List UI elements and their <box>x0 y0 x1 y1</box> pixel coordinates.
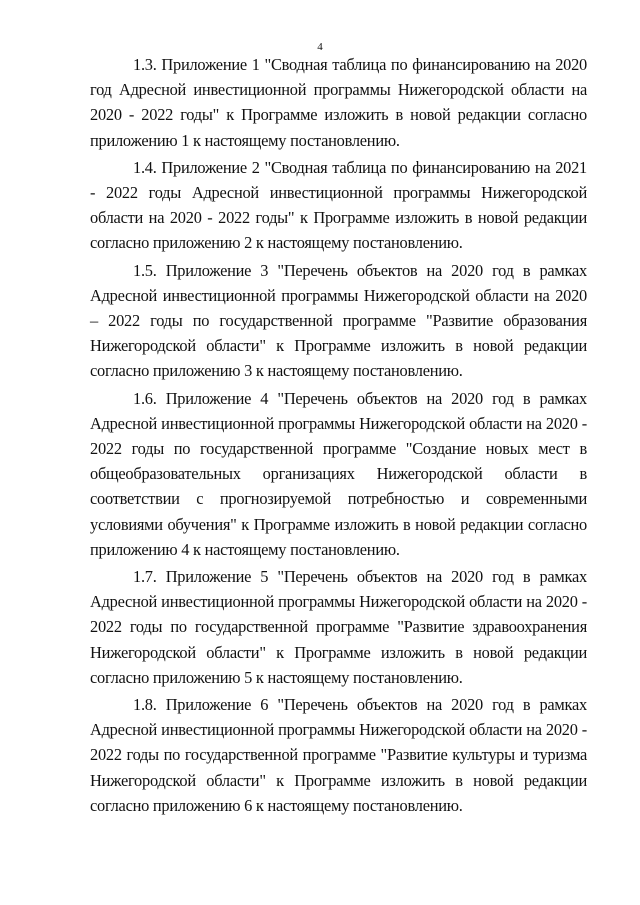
paragraph-1-6: 1.6. Приложение 4 "Перечень объектов на 2020 год в рамках Адресной инвестиционной программы Нижегородской области на 2020 - 2022 годы по государственной программе "Создание новых мест в общеобразовательных организациях Нижегородской области в соответствии с прогнозируемой потребностью и современными условиями обучения" к Программе изложить в новой редакции согласно приложению 4 к настоящему постановлению. <box>90 388 587 559</box>
paragraph-1-4: 1.4. Приложение 2 "Сводная таблица по финансированию на 2021 - 2022 годы Адресной инвестиционной программы Нижегородской области на 2020 - 2022 годы" к Программе изложить в новой редакции согласно приложению 2 к настоящему постановлению. <box>90 157 587 253</box>
paragraph-1-5: 1.5. Приложение 3 "Перечень объектов на 2020 год в рамках Адресной инвестиционной программы Нижегородской области на 2020 – 2022 годы по государственной программе "Развитие образования Нижегородской области" к Программе изложить в новой редакции согласно приложению 3 к настоящему постановлению. <box>90 260 587 381</box>
document-body <box>90 52 587 820</box>
paragraph-1-8: 1.8. Приложение 6 "Перечень объектов на 2020 год в рамках Адресной инвестиционной программы Нижегородской области на 2020 - 2022 годы по государственной программе "Развитие культуры и туризма Нижегородской области" к Программе изложить в новой редакции согласно приложению 6 к настоящему постановлению. <box>90 695 587 815</box>
page-number: 4 <box>317 41 323 53</box>
paragraph-1-3: 1.3. Приложение 1 "Сводная таблица по финансированию на 2020 год Адресной инвестиционной программы Нижегородской области на 2020 - 2022 годы" к Программе изложить в новой редакции согласно приложению 1 к настоящему постановлению. <box>90 55 587 150</box>
paragraph-1-7: 1.7. Приложение 5 "Перечень объектов на 2020 год в рамках Адресной инвестиционной программы Нижегородской области на 2020 - 2022 годы по государственной программе "Развитие здравоохранения Нижегородской области" к Программе изложить в новой редакции согласно приложению 5 к настоящему постановлению. <box>90 567 587 687</box>
